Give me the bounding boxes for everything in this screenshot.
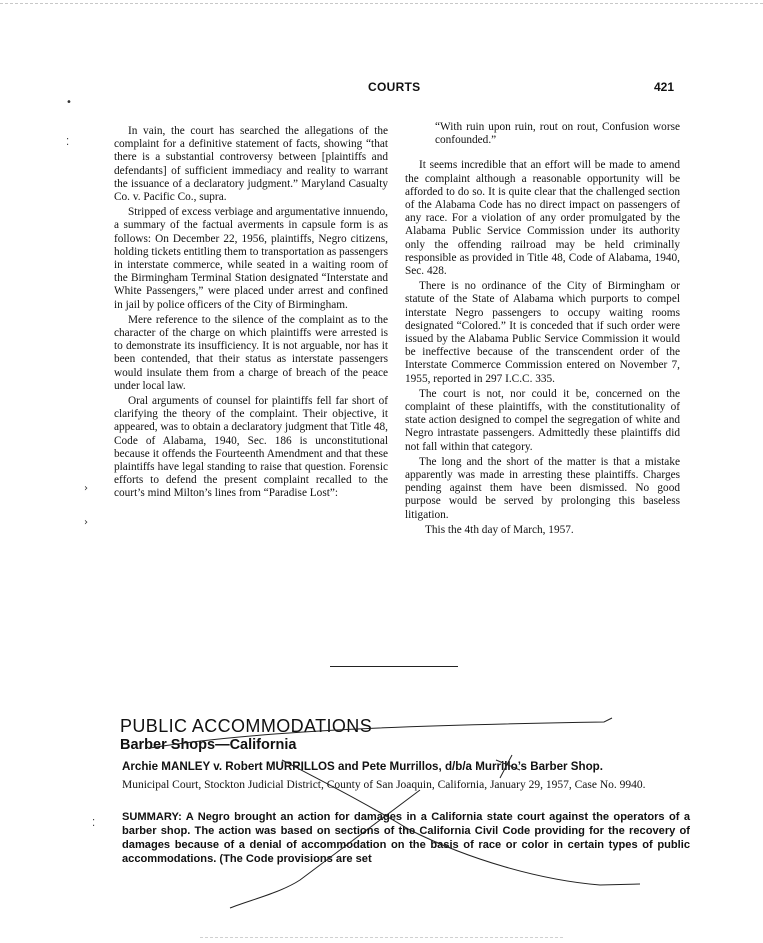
body-paragraph: Stripped of excess verbiage and argumentative innuendo, a summary of the factual averments in capsule form is as follows: On December 22, 1956, plaintiffs, Negro citizens, holding tickets entitling them to transportation as passengers in interstate commerce, while seated in a waiting room of the Birmingham Terminal Station designated “Interstate and White Passengers,” were placed under arrest and confined in jail by police officers of the City of Birmingham.: [114, 206, 388, 311]
body-paragraph: The court is not, nor could it be, concerned on the complaint of these plaintiffs, with the constitutionality of state action designed to compel the segregation of white and Negro intrastate passengers. Admittedly these plaintiffs did not fall within that category.: [405, 387, 680, 453]
court-info: Municipal Court, Stockton Judicial District, County of San Joaquin, California, January 29, 1957, Case No. 9940.: [122, 779, 646, 791]
body-paragraph: Oral arguments of counsel for plaintiffs fell far short of clarifying the theory of the complaint. Their objective, it appeared, was to obtain a declaratory judgment that Title 48, Code of Alabama, 1940, Sec. 186 is unconstitutional because it offends the Fourteenth Amendment and that these plaintiffs have legal standing to raise that question. Forensic efforts to defend the present complaint recalled to the court’s mind Milton’s lines from “Paradise Lost”:: [114, 395, 388, 500]
margin-dot: ⁚: [66, 137, 70, 148]
body-paragraph: It seems incredible that an effort will be made to amend the complaint although a reasonable opportunity will be afforded to do so. It is quite clear that the challenged section of the Alabama Code has no direct impact on passengers of any race. For a violation of any order promulgated by the Alabama Public Service Commission under its authority only the offending railroad may be held criminally responsible as provided in Title 48, Code of Alabama, 1940, Sec. 428.: [405, 159, 680, 278]
date-line: This the 4th day of March, 1957.: [425, 523, 574, 536]
body-paragraph: There is no ordinance of the City of Birmingham or statute of the State of Alabama which purports to compel interstate Negro passengers to occupy waiting rooms designated “Colored.” It is conceded that if such order were issued by the Alabama Public Service Commission it would be ineffective because of the transcendent order of the Interstate Commerce Commission entered on November 7, 1955, reported in 297 I.C.C. 335.: [405, 280, 680, 385]
body-paragraph: The long and the short of the matter is that a mistake apparently was made in arresting these plaintiffs. Charges pending against them have been dismissed. No good purpose would be served by prolonging this baseless litigation.: [405, 455, 680, 521]
right-column: [405, 121, 680, 539]
body-paragraph: Mere reference to the silence of the complaint as to the character of the charge on which plaintiffs were arrested is to demonstrate its insufficiency. It is not arguable, nor has it been contended, that their status as interstate passengers would insulate them from a charge of breach of the peace under local law.: [114, 313, 388, 392]
running-head: COURTS: [368, 80, 421, 94]
section-divider: [330, 666, 458, 667]
margin-dot: ›: [84, 483, 88, 494]
margin-dot: ›: [84, 517, 88, 528]
scan-edge-top: [0, 3, 763, 4]
left-column: [114, 125, 388, 503]
body-paragraph: In vain, the court has searched the allegations of the complaint for a definitive statement of facts, showing “that there is a substantial controversy between [plaintiffs and defendants] of sufficient immediacy and reality to warrant the issuance of a declaratory judgment.” Maryland Casualty Co. v. Pacific Co., supra.: [114, 125, 388, 204]
case-summary: SUMMARY: A Negro brought an action for damages in a California state court against the operators of a barber shop. The action was based on sections of the California Civil Code providing for the recovery of damages because of a denial of accommodation on the basis of race or color in certain types of public accommodations. (The Code provisions are set: [122, 811, 690, 865]
scan-edge-bottom: [200, 937, 563, 938]
subheading: Barber Shops—California: [120, 737, 297, 753]
page-number: 421: [654, 80, 675, 94]
case-title: Archie MANLEY v. Robert MURRILLOS and Pete Murrillos, d/b/a Murrillo’s Barber Shop.: [122, 760, 603, 773]
margin-dot: •: [66, 97, 72, 108]
section-heading: PUBLIC ACCOMMODATIONS: [120, 716, 373, 736]
milton-quote: “With ruin upon ruin, rout on rout, Confusion worse confounded.”: [435, 121, 680, 147]
margin-dot: ⁚: [92, 818, 96, 829]
